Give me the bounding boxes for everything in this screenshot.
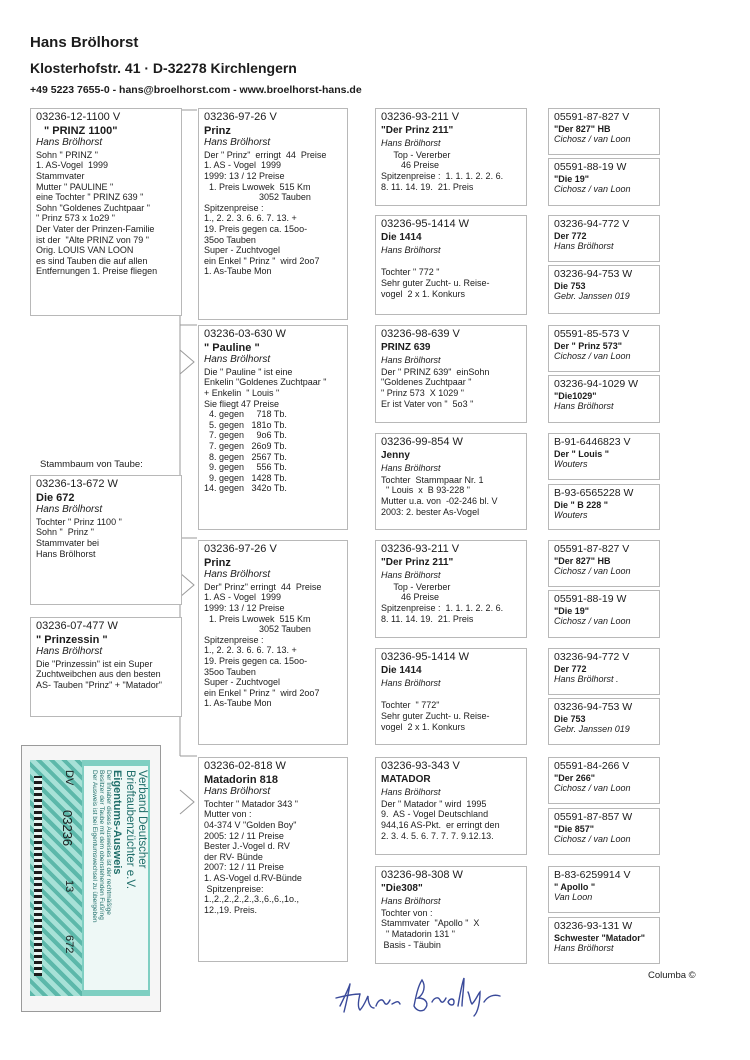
stammbaum-label: Stammbaum von Taube: [40, 459, 143, 470]
ring-number: 03236-94-753 W [554, 268, 633, 280]
ring-number: 03236-12-1100 V [36, 111, 121, 123]
pigeon-description: Der " PRINZ 639" einSohn "Goldenes Zuchtpaar " " Prinz 573 X 1029 " Er ist Vater von " 5o3 " [381, 366, 490, 409]
grandparent-card [375, 108, 527, 206]
great-grandparent-card [548, 215, 660, 262]
pigeon-description: Die " Pauline " ist eine Enkelin "Goldenes Zuchtpaar " + Enkelin " Louis " Sie fliegt 47 Preise 4. gegen 718 Tb. 5. gegen 181o Tb. 7. gegen 9o6 Tb. 7. gegen 26o9 Tb. 8. gegen 2567 Tb. 9. gegen 556 Tb. 9. gegen 1428 Tb. 14. gegen 342o Tb. [204, 366, 327, 494]
breeder: Cichosz / van Loon [554, 134, 631, 144]
great-grandparent-card [548, 265, 660, 314]
breeder: Hans Brölhorst . [554, 674, 619, 684]
ring-number: 05591-85-573 V [554, 328, 630, 340]
ring-number: 03236-97-26 V [204, 111, 277, 123]
pigeon-name: " Prinzessin " [36, 633, 108, 646]
ring-number: 05591-87-857 W [554, 811, 633, 823]
breeder: Wouters [554, 459, 588, 469]
pigeon-name: Der 772 [554, 231, 587, 241]
ring-number: 03236-97-26 V [204, 543, 277, 555]
card-ring-no: 672 [63, 935, 75, 954]
card-dv-label: DV [63, 770, 75, 786]
great-grandparent-card [548, 917, 660, 964]
breeder: Hans Brölhorst [554, 943, 614, 953]
breeder: Hans Brölhorst [381, 787, 441, 798]
card-organisation-line2: Brieftaubenzüchter e.V. [124, 770, 136, 890]
ring-number: 03236-95-1414 W [381, 651, 470, 663]
pigeon-description: Tochter " 772 " Sehr guter Zucht- u. Reise- vogel 2 x 1. Konkurs [381, 267, 490, 299]
breeder: Hans Brölhorst [36, 137, 103, 149]
pigeon-name: "Die 19" [554, 606, 590, 616]
breeder: Cichosz / van Loon [554, 834, 631, 844]
grandparent-card [375, 325, 527, 423]
pigeon-name: "Der 827" HB [554, 556, 611, 566]
pigeon-name: "Der 827" HB [554, 124, 611, 134]
great-grandparent-card [548, 433, 660, 480]
breeder-address: Klosterhofstr. 41 · D-32278 Kirchlengern [30, 60, 297, 76]
card-fine-print: Der Inhaber dieses Ausweises ist der rechtmäßige Besitzer der Taube mit dem obenstehenden Fußring Der Ausweis ist bei Eigentumswechsel zu übergeben [91, 770, 112, 923]
pigeon-name: " Pauline " [204, 341, 260, 354]
breeder: Hans Brölhorst [381, 570, 441, 581]
grandparent-card [375, 648, 527, 745]
grandparent-card [375, 433, 527, 530]
great-grandparent-card [548, 590, 660, 638]
pigeon-name: " PRINZ 1100" [44, 124, 118, 137]
breeder: Cichosz / van Loon [554, 351, 631, 361]
breeder: Hans Brölhorst [204, 354, 271, 366]
pigeon-description: Top - Vererber 46 Preise Spitzenpreise : 1. 1. 1. 2. 2. 6. 8. 11. 14. 19. 21. Preis [381, 581, 504, 624]
pigeon-name: "Der 266" [554, 773, 596, 783]
pigeon-name: MATADOR [381, 773, 431, 785]
ownership-card [21, 745, 161, 1012]
breeder: Hans Brölhorst [381, 355, 441, 366]
breeder: Wouters [554, 510, 588, 520]
grandparent-card [375, 540, 527, 638]
pigeon-name: "Der Prinz 211" [381, 556, 454, 568]
pigeon-name: "Die1029" [554, 391, 597, 401]
ring-number: 05591-88-19 W [554, 161, 627, 173]
breeder: Hans Brölhorst [204, 786, 271, 798]
great-grandparent-card [548, 757, 660, 804]
breeder: Hans Brölhorst [204, 569, 271, 581]
pigeon-name: "Die 857" [554, 824, 595, 834]
breeder: Hans Brölhorst [554, 401, 614, 411]
pigeon-description: Die "Prinzessin" ist ein Super Zuchtweibchen aus den besten AS- Tauben "Prinz" + "Matador" [36, 658, 162, 690]
pigeon-description: Tochter " Prinz 1100 " Sohn " Prinz " Stammvater bei Hans Brölhorst [36, 516, 122, 559]
pigeon-name: Matadorin 818 [204, 773, 278, 786]
breeder: Hans Brölhorst [204, 137, 271, 149]
ring-number: 05591-88-19 W [554, 593, 627, 605]
pigeon-description: Tochter " 772" Sehr guter Zucht- u. Reise- vogel 2 x 1. Konkurs [381, 700, 490, 732]
ring-number: 03236-98-639 V [381, 328, 460, 340]
pigeon-description: Der " Matador " wird 1995 9. AS - Vogel Deutschland 944,16 AS-Pkt. er erringt den 2. 3. 4. 5. 6. 7. 7. 7. 9.12.13. [381, 798, 500, 841]
grandparent-card [375, 215, 527, 315]
ring-number: B-91-6446823 V [554, 436, 631, 448]
pigeon-name: Prinz [204, 124, 231, 137]
pigeon-name: Die " B 228 " [554, 500, 609, 510]
pigeon-description: Tochter " Matador 343 " Mutter von : 04-374 V "Golden Boy" 2005: 12 / 11 Preise Bester J.-Vogel d. RV der RV- Bünde 2007: 12 / 11 Preise 1. AS-Vogel d.RV-Bünde Spitzenpreise: 1.,2.,2.,2.,2.,3.,6.,6.,1o., 12.,19. Preis. [204, 798, 302, 915]
great-grandparent-card [548, 648, 660, 695]
ring-number: 03236-93-131 W [554, 920, 633, 932]
pigeon-name: "Die 19" [554, 174, 590, 184]
parent-card [198, 540, 348, 745]
great-grandparent-card [548, 540, 660, 587]
pigeon-name: "Der Prinz 211" [381, 124, 454, 136]
breeder-name: Hans Brölhorst [30, 34, 139, 51]
breeder-contact: +49 5223 7655-0 - hans@broelhorst.com - www.broelhorst-hans.de [30, 84, 362, 96]
columba-credit: Columba © [648, 970, 696, 981]
ring-number: 03236-98-308 W [381, 869, 463, 881]
ring-number: 03236-94-772 V [554, 218, 630, 230]
breeder: Van Loon [554, 892, 593, 902]
card-title: Eigentums-Ausweis [111, 770, 123, 875]
great-grandparent-card [548, 484, 660, 530]
parent-card [198, 325, 348, 530]
pigeon-name: Die 672 [36, 491, 75, 504]
handwritten-signature [330, 972, 520, 1020]
great-grandparent-card [548, 108, 660, 155]
breeder: Hans Brölhorst [36, 504, 103, 516]
ring-number: 05591-87-827 V [554, 543, 630, 555]
pigeon-description: Der " Prinz" erringt 44 Preise 1. AS - Vogel 1999 1999: 13 / 12 Preise 1. Preis Lwowek 515 Km 3052 Tauben Spitzenpreise : 1., 2. 2. 3. 6. 6. 7. 13. + 19. Preis gegen ca. 15oo- 35oo Tauben Super - Zuchtvogel ein Enkel " Prinz " wird 2oo7 1. As-Taube Mon [204, 149, 327, 277]
pigeon-name: PRINZ 639 [381, 341, 431, 353]
subject-pigeon-card [30, 108, 182, 316]
breeder: Cichosz / van Loon [554, 566, 631, 576]
ring-number: 03236-95-1414 W [381, 218, 470, 230]
ring-number: 03236-93-343 V [381, 760, 460, 772]
great-grandparent-card [548, 698, 660, 745]
breeder: Gebr. Janssen 019 [554, 291, 630, 301]
ring-number: 05591-84-266 V [554, 760, 630, 772]
breeder: Hans Brölhorst [381, 678, 441, 689]
breeder: Hans Brölhorst [381, 896, 441, 907]
ring-number: B-93-6565228 W [554, 487, 634, 499]
pigeon-name: Die 1414 [381, 664, 422, 676]
ring-number: 03236-99-854 W [381, 436, 463, 448]
great-grandparent-card [548, 325, 660, 372]
parent-card [198, 108, 348, 320]
breeder: Hans Brölhorst [381, 245, 441, 256]
pigeon-name: Der " Prinz 573" [554, 341, 623, 351]
great-grandparent-card [548, 866, 660, 913]
ring-number: 03236-94-753 W [554, 701, 633, 713]
pigeon-description: Tochter von : Stammvater "Apollo " X " Matadorin 131 " Basis - Täubin [381, 907, 480, 950]
pigeon-description: Sohn " PRINZ " 1. AS-Vogel 1999 Stammvater Mutter " PAULINE " eine Tochter " PRINZ 639 " Sohn "Goldenes Zuchtpaar " " Prinz 573 x 1o29 " Der Vater der Prinzen-Familie ist der "Alte PRINZ von 79 " Orig. LOUIS VAN LOON es sind Tauben die auf allen Entfernungen 1. Preise fliegen [36, 149, 158, 277]
parent-card [198, 757, 348, 962]
breeder: Hans Brölhorst [381, 463, 441, 474]
pigeon-name: Prinz [204, 556, 231, 569]
great-grandparent-card [548, 375, 660, 423]
prinzessin-card [30, 617, 182, 717]
pigeon-name: Die 1414 [381, 231, 422, 243]
pigeon-name: Die 753 [554, 281, 586, 291]
pigeon-description: Top - Vererber 46 Preise Spitzenpreise : 1. 1. 1. 2. 2. 6. 8. 11. 14. 19. 21. Preis [381, 149, 504, 192]
pigeon-name: Der 772 [554, 664, 587, 674]
ring-number: 03236-02-818 W [204, 760, 286, 772]
pigeon-name: "Die308" [381, 882, 423, 894]
grandparent-card [375, 866, 527, 964]
breeder: Cichosz / van Loon [554, 783, 631, 793]
pigeon-description: Der" Prinz" erringt 44 Preise 1. AS - Vogel 1999 1999: 13 / 12 Preise 1. Preis Lwowek 515 Km 3052 Tauben Spitzenpreise : 1., 2. 2. 3. 6. 6. 7. 13. + 19. Preis gegen ca. 15oo- 35oo Tauben Super - Zuchtvogel ein Enkel " Prinz " wird 2oo7 1. As-Taube Mon [204, 581, 322, 709]
pigeon-name: " Apollo " [554, 882, 596, 892]
card-organisation-line1: Verband Deutscher [136, 770, 148, 869]
ring-number: 03236-07-477 W [36, 620, 118, 632]
breeder: Hans Brölhorst [36, 646, 103, 658]
pigeon-name: Schwester "Matador" [554, 933, 646, 943]
ring-number: 05591-87-827 V [554, 111, 630, 123]
ring-number: 03236-93-211 V [381, 543, 460, 555]
breeder: Cichosz / van Loon [554, 184, 631, 194]
ownership-card-face [30, 760, 150, 996]
card-barcode-band [34, 776, 42, 976]
breeder: Hans Brölhorst [381, 138, 441, 149]
ring-number: 03236-94-1029 W [554, 378, 639, 390]
ring-number: 03236-94-772 V [554, 651, 630, 663]
breeder: Gebr. Janssen 019 [554, 724, 630, 734]
card-number: 03236 [60, 810, 75, 847]
pigeon-name: Der " Louis " [554, 449, 610, 459]
great-grandparent-card [548, 158, 660, 206]
breeder: Hans Brölhorst [554, 241, 614, 251]
great-grandparent-card [548, 808, 660, 855]
card-year: 13 [63, 880, 75, 893]
pigeon-name: Die 753 [554, 714, 586, 724]
pigeon-name: Jenny [381, 449, 410, 461]
breeder: Cichosz / van Loon [554, 616, 631, 626]
grandparent-card [375, 757, 527, 855]
ring-number: 03236-13-672 W [36, 478, 118, 490]
ring-number: 03236-93-211 V [381, 111, 460, 123]
mother-side-subject-card [30, 475, 182, 605]
ring-number: 03236-03-630 W [204, 328, 286, 340]
ring-number: B-83-6259914 V [554, 869, 631, 881]
pigeon-description: Tochter Stammpaar Nr. 1 " Louis x B 93-228 " Mutter u.a. von -02-246 bl. V 2003: 2. bester As-Vogel [381, 474, 498, 517]
